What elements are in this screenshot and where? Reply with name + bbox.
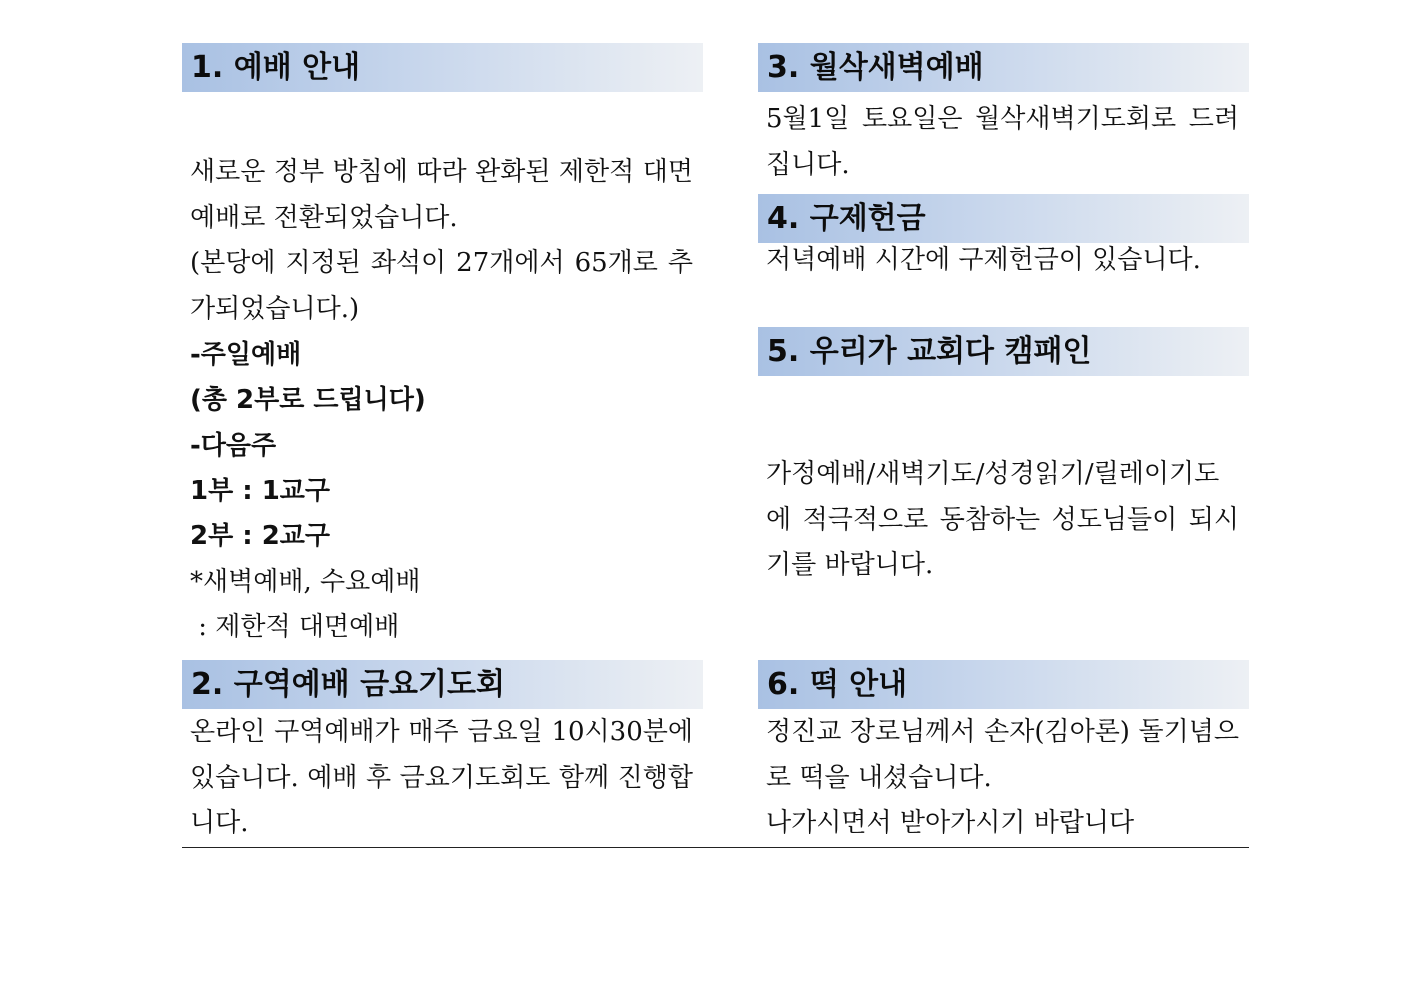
section-6-header: [758, 660, 1249, 709]
section-6-paragraph-2: 나가시면서 받아가시기 바랍니다: [766, 808, 1135, 838]
section-2-header: [182, 660, 703, 709]
section-3-paragraph: 5월1일 토요일은 월삭새벽기도회로 드려집니다.: [766, 104, 1239, 180]
section-2-paragraph: 온라인 구역예배가 매주 금요일 10시30분에 있습니다. 예배 후 금요기도회도 함께 진행합니다.: [190, 717, 693, 838]
section-1-paragraph-1: 새로운 정부 방침에 따라 완화된 제한적 대면예배로 전환되었습니다.: [190, 157, 693, 233]
sunday-service-label: -주일예배: [190, 340, 302, 370]
section-1-paragraph-2: (본당에 지정된 좌석이 27개에서 65개로 추가되었습니다.): [190, 248, 693, 324]
dawn-wednesday-service-label: *새벽예배, 수요예배: [190, 567, 421, 597]
section-5-paragraph: 가정예배/새벽기도/성경읽기/릴레이기도에 적극적으로 동참하는 성도님들이 되시기를 바랍니다.: [766, 459, 1239, 580]
section-5-header: [758, 327, 1249, 376]
section-1-header: [182, 43, 703, 92]
sunday-service-note: (총 2부로 드립니다): [190, 385, 426, 415]
next-week-label: -다음주: [190, 431, 277, 461]
section-2-title: 2. 구역예배 금요기도회: [191, 667, 505, 702]
service-2-assignment: 2부 : 2교구: [190, 521, 331, 551]
section-6-title: 6. 떡 안내: [767, 667, 908, 702]
section-4-title: 4. 구제헌금: [767, 201, 926, 236]
bottom-divider: [182, 847, 1249, 848]
section-1-title: 1. 예배 안내: [191, 50, 361, 85]
section-3-header: [758, 43, 1249, 92]
section-5-title: 5. 우리가 교회다 캠패인: [767, 334, 1092, 369]
section-3-title: 3. 월삭새벽예배: [767, 50, 984, 85]
section-6-paragraph-1: 정진교 장로님께서 손자(김아론) 돌기념으로 떡을 내셨습니다.: [766, 717, 1239, 793]
dawn-wednesday-service-note: : 제한적 대면예배: [190, 612, 400, 642]
section-4-header: [758, 194, 1249, 243]
section-4-paragraph: 저녁예배 시간에 구제헌금이 있습니다.: [766, 245, 1201, 275]
service-1-assignment: 1부 : 1교구: [190, 476, 331, 506]
